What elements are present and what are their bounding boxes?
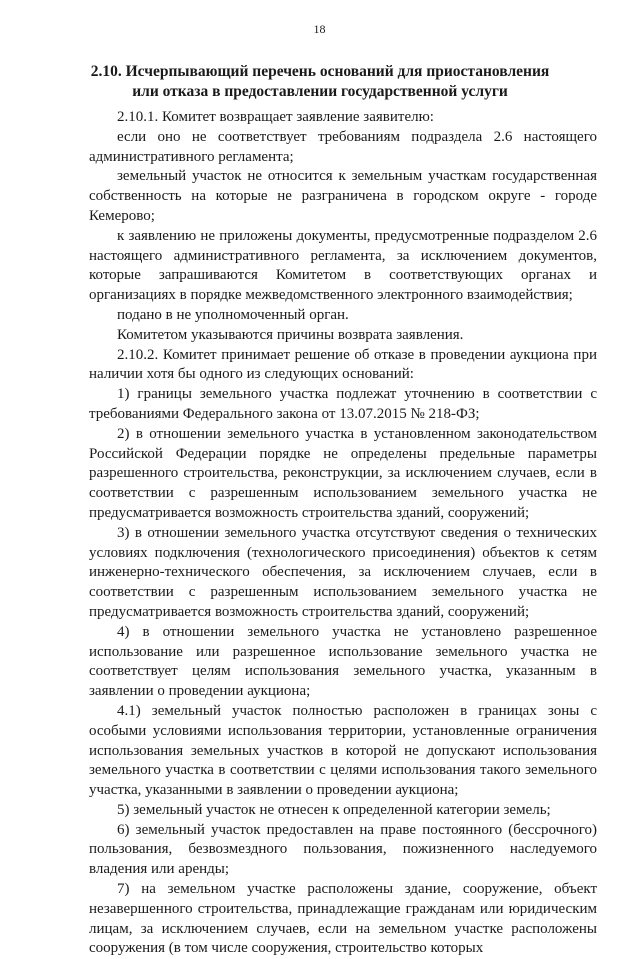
paragraph: 4) в отношении земельного участка не установлено разрешенное использование или разрешенное использование земельного участка не соответствует целям использования земельного участка, указанным в заявлении о проведении аукциона; xyxy=(89,623,597,700)
page-number: 18 xyxy=(313,22,326,36)
paragraph: 5) земельный участок не отнесен к определенной категории земель; xyxy=(117,801,551,818)
paragraph: земельный участок не относится к земельным участкам государственная собственность на которые не разграничена в городском округе - городе Кемерово; xyxy=(89,168,597,224)
paragraph: 2.10.2. Комитет принимает решение об отказе в проведении аукциона при наличии хотя бы одного из следующих оснований: xyxy=(89,346,597,383)
paragraph: 7) на земельном участке расположены здание, сооружение, объект незавершенного строительства, принадлежащие гражданам или юридическим лицам, за исключением случаев, если на земельном участке расположены сооружения (в том числе сооружения, строительство которых xyxy=(89,881,597,957)
body-text xyxy=(89,108,597,959)
paragraph: если оно не соответствует требованиям подраздела 2.6 настоящего административного регламента; xyxy=(89,128,597,165)
paragraph: Комитетом указываются причины возврата заявления. xyxy=(117,326,464,343)
paragraph: 4.1) земельный участок полностью расположен в границах зоны с особыми условиями использования территории, установленные ограничения использования земельных участков в которой не допускают использования земельного участка в соответствии с целями использования такого земельного участка, указанными в заявлении о проведении аукциона; xyxy=(89,702,597,799)
paragraph: 2) в отношении земельного участка в установленном законодательством Российской Федерации порядке не определены предельные параметры разрешенного строительства, реконструкции, за исключением случаев, если в соответствии с разрешенным использованием земельного участка не предусматривается возможность строительства зданий, сооружений; xyxy=(89,425,597,521)
paragraph: 3) в отношении земельного участка отсутствуют сведения о технических условиях подключения (технологического присоединения) объектов к сетям инженерно-технического обеспечения, за исключением случаев, если в соответствии с разрешенным использованием земельного участка не предусматривается возможность строительства зданий, сооружений; xyxy=(89,524,597,620)
paragraph: 2.10.1. Комитет возвращает заявление заявителю: xyxy=(117,109,434,125)
paragraph: 1) границы земельного участка подлежат уточнению в соответствии с требованиями Федерального закона от 13.07.2015 № 218-ФЗ; xyxy=(89,386,597,422)
section-heading: 2.10. Исчерпывающий перечень оснований для приостановления или отказа в предоставлении государственной услуги xyxy=(90,63,550,100)
paragraph: подано в не уполномоченный орган. xyxy=(117,306,349,323)
paragraph: 6) земельный участок предоставлен на праве постоянного (бессрочного) пользования, безвозмездного пользования, пожизненного наследуемого владения или аренды; xyxy=(89,821,597,878)
paragraph: к заявлению не приложены документы, предусмотренные подразделом 2.6 настоящего административного регламента, за исключением документов, которые запрашиваются Комитетом в соответствующих органах и организациях в порядке межведомственного электронного взаимодействия; xyxy=(89,227,597,304)
